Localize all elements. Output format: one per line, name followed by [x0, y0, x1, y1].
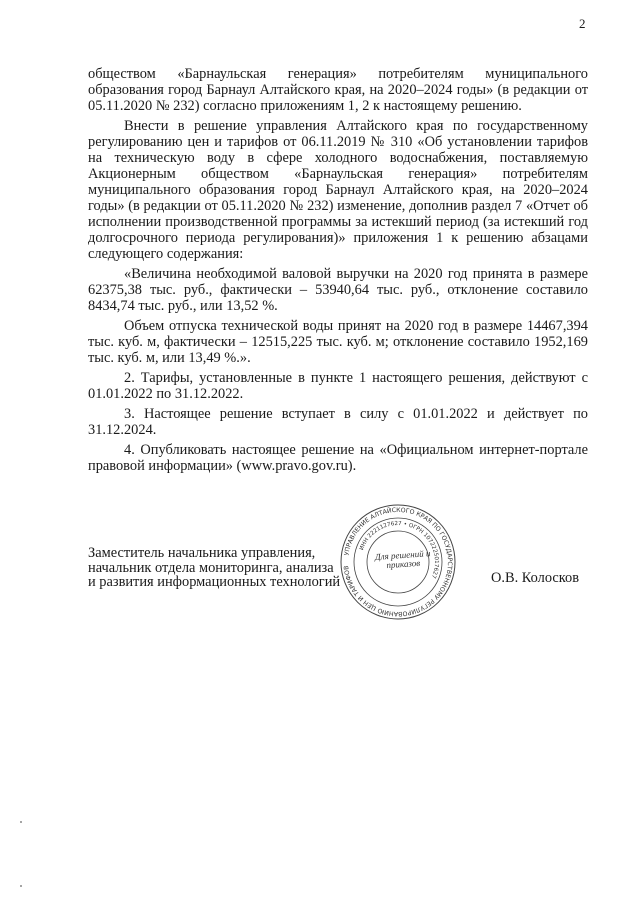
- signer-position-line: начальник отдела мониторинга, анализа: [88, 559, 334, 576]
- paragraph: 3. Настоящее решение вступает в силу с 01.01.2022 и действует по 31.12.2024.: [88, 406, 588, 438]
- signer-position-line: Заместитель начальника управления,: [88, 545, 316, 561]
- stamp-inner-text: Для решений и приказов: [374, 548, 431, 571]
- paragraph: обществом «Барнаульская генерация» потребителям муниципального образования город Барнаул Алтайского края, на 2020–2024 годы» (в редакции от 05.11.2020 № 232) согласно приложениям 1, 2 к настоящему решению.: [88, 66, 588, 114]
- stamp-ids-text: ИНН 2221127627 • ОГРН 1072225017627: [359, 520, 440, 580]
- scan-speck: [20, 821, 22, 823]
- paragraph: Объем отпуска технической воды принят на 2020 год в размере 14467,394 тыс. куб. м, фактически – 12515,225 тыс. куб. м; отклонение составило 1952,169 тыс. куб. м, или 13,49 %.».: [88, 318, 588, 366]
- paragraph: 2. Тарифы, установленные в пункте 1 настоящего решения, действуют с 01.01.2022 по 31.12.2022.: [88, 370, 588, 402]
- signer-name: О.В. Колосков: [491, 570, 580, 586]
- page-number: 2: [579, 16, 586, 31]
- paragraph: «Величина необходимой валовой выручки на 2020 год принята в размере 62375,38 тыс. руб., фактически – 53940,64 тыс. руб., отклонение составило 8434,74 тыс. руб., или 13,52 %.: [88, 266, 588, 314]
- paragraph: Внести в решение управления Алтайского края по государственному регулированию цен и тарифов от 06.11.2019 № 310 «Об установлении тарифов на техническую воду в сфере холодного водоснабжения, поставляемую Акционерным обществом «Барнаульская генерация» потребителям муниципального образования город Барнаул Алтайского края, на 2020–2024 годы» (в редакции от 05.11.2020 № 232) изменение, дополнив раздел 7 «Отчет об исполнении производственной программы за истекший период (за истекший год долгосрочного периода регулирования)» приложения 1 к решению абзацами следующего содержания:: [88, 118, 588, 262]
- document-body: [88, 66, 588, 478]
- signer-position-line: и развития информационных технологий: [88, 574, 341, 590]
- signature-block: [88, 546, 588, 590]
- scan-speck: [20, 885, 22, 887]
- stamp-ring-text: УПРАВЛЕНИЕ АЛТАЙСКОГО КРАЯ ПО ГОСУДАРСТВЕННОМУ РЕГУЛИРОВАНИЮ ЦЕН И ТАРИФОВ: [343, 506, 454, 618]
- paragraph: 4. Опубликовать настоящее решение на «Официальном интернет-портале правовой информации» (www.pravo.gov.ru).: [88, 442, 588, 474]
